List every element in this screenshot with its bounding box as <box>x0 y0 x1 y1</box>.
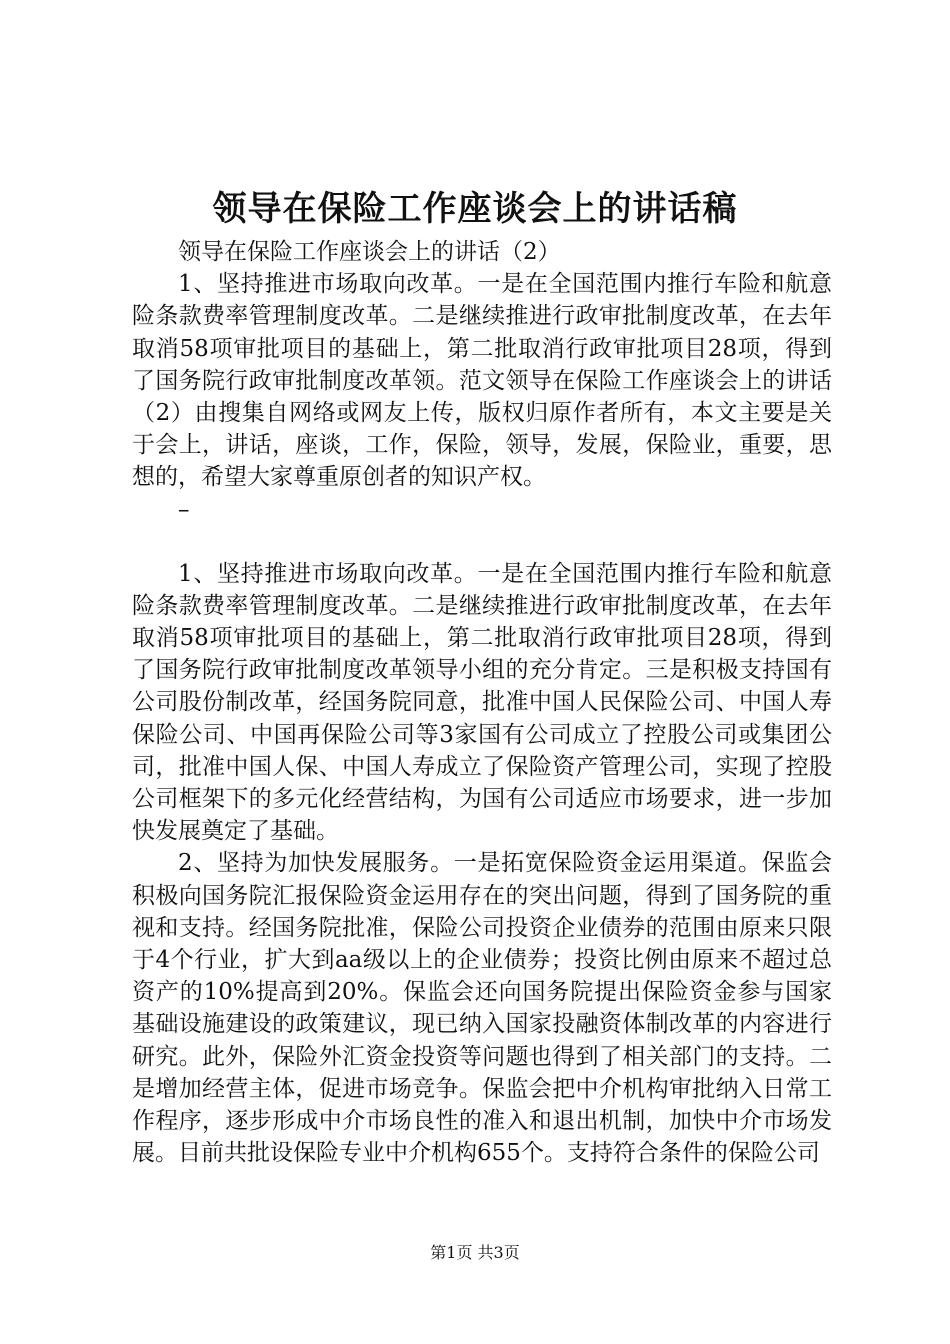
document-title: 领导在保险工作座谈会上的讲话稿 <box>212 189 738 229</box>
document-body <box>132 236 832 1169</box>
document-subtitle: 领导在保险工作座谈会上的讲话（2） <box>178 239 561 265</box>
separator-dash: – <box>178 496 190 523</box>
paragraph-1: 1、坚持推进市场取向改革。一是在全国范围内推行车险和航意险条款费率管理制度改革。二是继续推进行政审批制度改革，在去年取消58项审批项目的基础上，第二批取消行政审批项目28项，得到了国务院行政审批制度改革领。范文领导在保险工作座谈会上的讲话（2）由搜集自网络或网友上传，版权归原作者所有，本文主要是关于会上，讲话，座谈，工作，保险，领导，发展，保险业，重要，思想的，希望大家尊重原创者的知识产权。 <box>132 271 832 491</box>
page-footer: 第1页 共3页 <box>430 1243 520 1262</box>
paragraph-2: 1、坚持推进市场取向改革。一是在全国范围内推行车险和航意险条款费率管理制度改革。二是继续推进行政审批制度改革，在去年取消58项审批项目的基础上，第二批取消行政审批项目28项，得到了国务院行政审批制度改革领导小组的充分肯定。三是积极支持国有公司股份制改革，经国务院同意，批准中国人民保险公司、中国人寿保险公司、中国再保险公司等3家国有公司成立了控股公司或集团公司，批准中国人保、中国人寿成立了保险资产管理公司，实现了控股公司框架下的多元化经营结构，为国有公司适应市场要求，进一步加快发展奠定了基础。 <box>132 560 832 845</box>
paragraph-3: 2、坚持为加快发展服务。一是拓宽保险资金运用渠道。保监会积极向国务院汇报保险资金运用存在的突出问题，得到了国务院的重视和支持。经国务院批准，保险公司投资企业债券的范围由原来只限于4个行业，扩大到aa级以上的企业债券；投资比例由原来不超过总资产的10%提高到20%。保监会还向国务院提出保险资金参与国家基础设施建设的政策建议，现已纳入国家投融资体制改革的内容进行研究。此外，保险外汇资金投资等问题也得到了相关部门的支持。二是增加经营主体，促进市场竞争。保监会把中介机构审批纳入日常工作程序，逐步形成中介市场良性的准入和退出机制，加快中介市场发展。目前共批设保险专业中介机构655个。支持符合条件的保险公司 <box>132 850 832 1167</box>
